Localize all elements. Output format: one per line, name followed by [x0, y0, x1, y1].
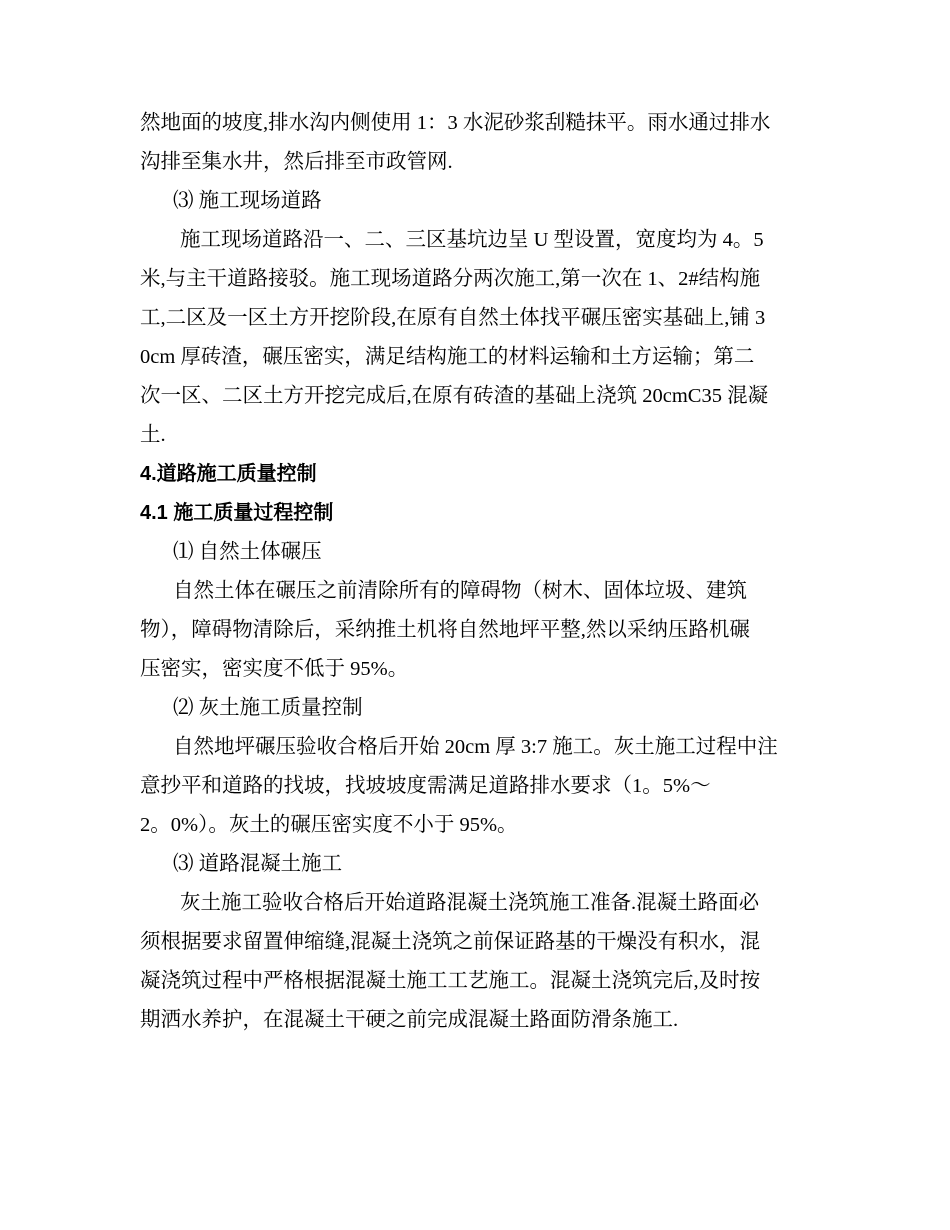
section-heading-4-1: 4.1 施工质量过程控制 — [140, 502, 334, 524]
para2-line3: 工,二区及一区土方开挖阶段,在原有自然土体找平碾压密实基础上,铺 3 — [140, 307, 766, 329]
document-page — [140, 104, 812, 1040]
para5-line4: 期洒水养护，在混凝土干硬之前完成混凝土路面防滑条施工. — [140, 1009, 679, 1031]
para2-line6: 土. — [140, 424, 166, 446]
para2-line4: 0cm 厚砖渣，碾压密实，满足结构施工的材料运输和土方运输；第二 — [140, 346, 755, 368]
subheading-road-concrete: ⑶ 道路混凝土施工 — [173, 853, 343, 875]
para3-line2: 物），障碍物清除后，采纳推土机将自然地坪平整,然以采纳压路机碾 — [140, 619, 750, 641]
section-heading-4: 4.道路施工质量控制 — [140, 463, 317, 485]
para2-line1: 施工现场道路沿一、二、三区基坑边呈 U 型设置，宽度均为 4。5 — [180, 229, 764, 251]
para5-line2: 须根据要求留置伸缩缝,混凝土浇筑之前保证路基的干燥没有积水，混 — [140, 931, 761, 953]
para5-line1: 灰土施工验收合格后开始道路混凝土浇筑施工准备.混凝土路面必 — [180, 892, 760, 914]
para4-line1: 自然地坪碾压验收合格后开始 20cm 厚 3:7 施工。灰土施工过程中注 — [173, 736, 778, 758]
para1-line2: 沟排至集水井，然后排至市政管网. — [140, 151, 453, 173]
subheading-lime-soil: ⑵ 灰土施工质量控制 — [173, 697, 363, 719]
para2-line2: 米,与主干道路接驳。施工现场道路分两次施工,第一次在 1、2#结构施 — [140, 268, 761, 290]
subheading-site-road: ⑶ 施工现场道路 — [173, 190, 322, 212]
para1-line1: 然地面的坡度,排水沟内侧使用 1：3 水泥砂浆刮糙抹平。雨水通过排水 — [140, 112, 771, 134]
para4-line3: 2。0%）。灰土的碾压密实度不小于 95%。 — [140, 814, 518, 836]
para3-line3: 压密实，密实度不低于 95%。 — [140, 658, 409, 680]
para4-line2: 意抄平和道路的找坡，找坡坡度需满足道路排水要求（1。5%～ — [140, 775, 711, 797]
subheading-soil-compaction: ⑴ 自然土体碾压 — [173, 541, 322, 563]
para2-line5: 次一区、二区土方开挖完成后,在原有砖渣的基础上浇筑 20cmC35 混凝 — [140, 385, 769, 407]
para5-line3: 凝浇筑过程中严格根据混凝土施工工艺施工。混凝土浇筑完后,及时按 — [140, 970, 761, 992]
para3-line1: 自然土体在碾压之前清除所有的障碍物（树木、固体垃圾、建筑 — [173, 580, 747, 602]
